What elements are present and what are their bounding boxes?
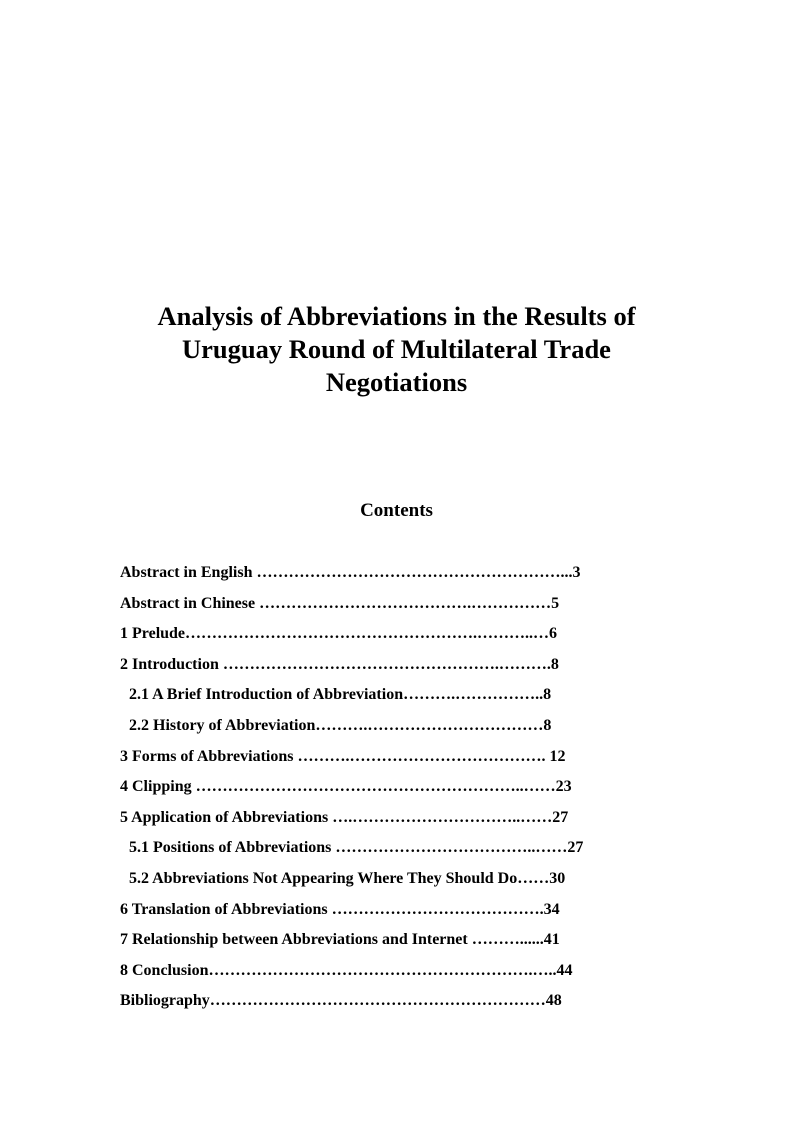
toc-entry: 3 Forms of Abbreviations ……….………………………………. 12 (120, 747, 566, 765)
table-of-contents (120, 563, 583, 1022)
toc-entry: 4 Clipping ……………………………………………………..……23 (120, 778, 572, 796)
toc-entry: 1 Prelude……………………………………………….………..…6 (120, 625, 558, 643)
toc-entry: 7 Relationship between Abbreviations and Internet ………......41 (120, 931, 560, 949)
toc-entry: Abstract in Chinese ………………………………….……………5 (120, 594, 560, 612)
toc-entry: 6 Translation of Abbreviations ………………………………….34 (120, 900, 560, 918)
toc-entry: Abstract in English …………………………………………………...3 (120, 564, 581, 581)
document-title-line: Uruguay Round of Multilateral Trade (182, 334, 611, 364)
toc-entry: 2 Introduction …………………………………………….……….8 (120, 655, 559, 673)
contents-heading: Contents (360, 500, 433, 521)
toc-subentry: 5.2 Abbreviations Not Appearing Where They Should Do……30 (129, 869, 566, 887)
document-title-line: Negotiations (325, 367, 468, 397)
document-title-line: Analysis of Abbreviations in the Results of (157, 301, 636, 331)
toc-entry: Bibliography………………………………………………………48 (120, 992, 562, 1010)
document-title (100, 300, 693, 399)
toc-subentry: 5.1 Positions of Abbreviations ………………………………..……27 (129, 839, 584, 857)
toc-subentry: 2.2 History of Abbreviation……….……………………………8 (129, 716, 552, 734)
toc-entry: 5 Application of Abbreviations ….…………………………..……27 (120, 808, 569, 826)
toc-subentry: 2.1 A Brief Introduction of Abbreviation……….……………..8 (129, 686, 552, 704)
toc-entry: 8 Conclusion…………………………………………………….…..44 (120, 961, 573, 979)
